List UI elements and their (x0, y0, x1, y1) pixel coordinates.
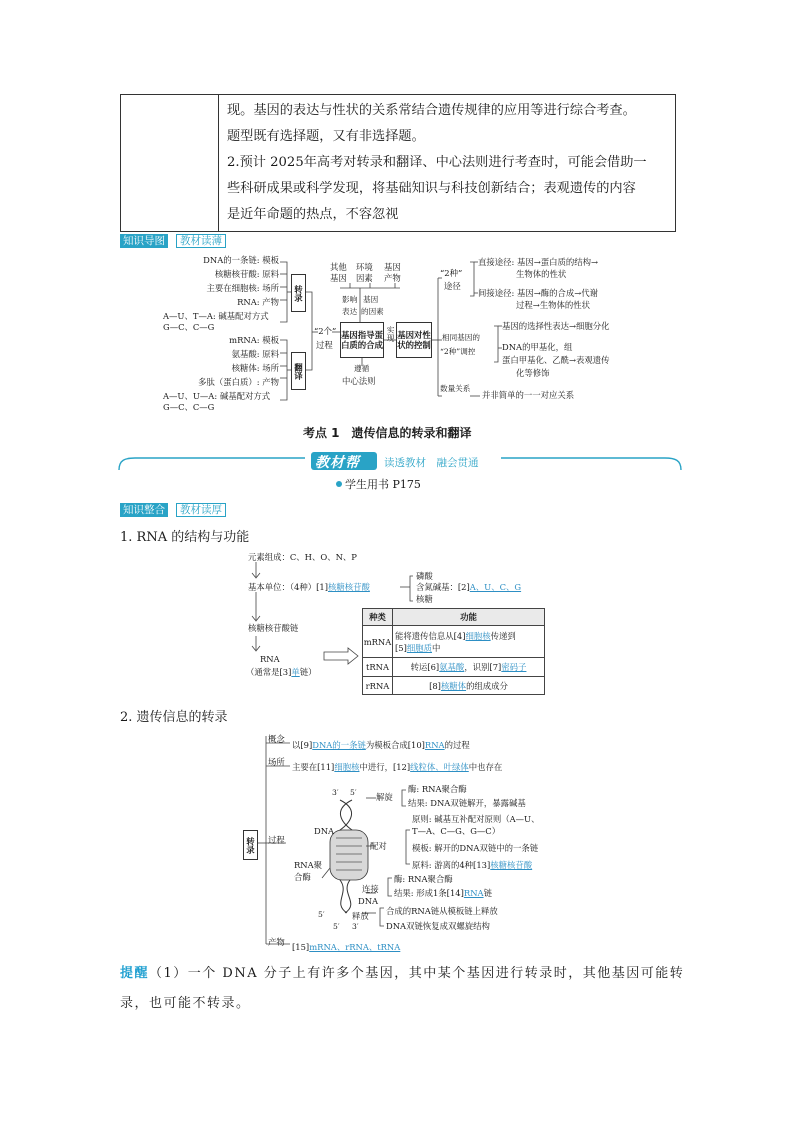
map-left-item: 核糖体: 场所 (231, 363, 279, 373)
rna-polymerase-label: RNA聚 (294, 860, 323, 870)
strand-end-label: 3′ (332, 788, 339, 797)
reminder-label: 提醒 (120, 966, 150, 981)
branch-place: 场所 (268, 757, 285, 767)
map-left-item: RNA: 产物 (237, 297, 279, 307)
textbook-thick-tag: 教材读厚 (176, 503, 226, 517)
table-header-function: 功能 (393, 609, 544, 626)
answer-8[interactable]: 核糖体 (440, 680, 467, 691)
basic-unit-label: 基本单位：（4种）[1]核糖核苷酸 (248, 582, 370, 592)
kaodian-title: 考点 1 遗传信息的转录和翻译 (303, 426, 472, 440)
epigenetics: 化等修饰 (516, 368, 550, 378)
same-gene-label: 相同基因的 (442, 333, 480, 342)
answer-13[interactable]: 核糖核苷酸 (490, 860, 533, 870)
pair-rule: T—A、C—G、G—C） (412, 826, 501, 836)
answer-7[interactable]: 密码子 (501, 662, 527, 672)
regulation-label: “2种”调控 (440, 347, 476, 356)
strand-end-label: 3′ (352, 922, 359, 931)
link-enzyme: 酶: RNA聚合酶 (394, 874, 453, 884)
rna-polymerase-label: 合酶 (294, 872, 311, 882)
knowledge-integration-tag: 知识整合 (120, 503, 168, 517)
reminder-line: 提醒（1）一个 DNA 分子上有许多个基因，其中某个基因进行转录时，其他基因可能转 (120, 966, 685, 981)
map-left-item: 多肽（蛋白质）: 产物 (198, 377, 279, 387)
follow-label: 遵循 (354, 364, 370, 373)
release-label: 释放 (352, 911, 369, 921)
answer-14[interactable]: RNA (463, 888, 484, 898)
branch-process: 过程 (268, 835, 285, 845)
place-text: 主要在[11]细胞核中进行，[12]线粒体、叶绿体中也存在 (292, 762, 503, 772)
knowledge-map-tag: 知识导图 (120, 234, 168, 248)
table-line: 题型既有选择题，又有非选择题。 (227, 129, 425, 144)
rna-label: RNA (260, 654, 280, 664)
quantity-label: 数量关系 (440, 384, 471, 393)
table-line: 现。基因的表达与性状的关系常结合遗传规律的应用等进行综合考查。 (227, 103, 636, 118)
banner-title: 教材帮 (315, 455, 360, 471)
answer-11[interactable]: 细胞核 (334, 762, 360, 772)
map-left-item: 主要在细胞核: 场所 (206, 283, 279, 293)
influence-text: 影响 (342, 295, 358, 304)
book-reference: 学生用书 P175 (345, 478, 421, 491)
transcription-box: 转录 (243, 830, 258, 860)
pair-label: 配对 (370, 841, 387, 851)
table-cell-function: [8] 核糖体 的组成成分 (429, 680, 508, 691)
direct-pathway: 生物体的性状 (516, 269, 567, 279)
phosphate-label: 磷酸 (416, 571, 433, 581)
influence-text: 的因素 (361, 307, 384, 316)
answer-1[interactable]: 核糖核苷酸 (328, 582, 370, 592)
release-step: 合成的RNA链从模板链上释放 (386, 906, 498, 916)
answer-9[interactable]: DNA的一条链 (312, 740, 366, 750)
map-left-item: 核糖核苷酸: 原料 (214, 269, 279, 279)
strand-end-label: 5′ (318, 910, 325, 919)
epigenetics: 蛋白甲基化、乙酰→表观遗传 (502, 355, 610, 365)
answer-5[interactable]: 细胞质 (406, 642, 432, 653)
map-left-item: DNA的一条链: 模板 (203, 255, 279, 265)
textbook-thin-tag: 教材读薄 (176, 234, 226, 248)
direct-pathway: 直接途径: 基因→蛋白质的结构→ (478, 257, 599, 267)
strand-end-label: 5′ (350, 788, 357, 797)
indirect-pathway: 过程→生物体的性状 (516, 300, 591, 310)
map-factor: 其他 (330, 262, 347, 272)
unwind-label: 解旋 (376, 792, 393, 802)
map-factor: 环境 (356, 262, 373, 272)
map-left-item: A—U、U—A: 碱基配对方式 (163, 391, 271, 401)
map-left-item: A—U、T—A: 碱基配对方式 (163, 311, 269, 321)
pair-rule: 原则: 碱基互补配对原则（A—U、 (412, 814, 540, 824)
release-step: DNA双链恢复成双螺旋结构 (386, 921, 490, 931)
answer-4[interactable]: 细胞核 (465, 630, 491, 641)
rna-function-table (362, 608, 545, 695)
influence-text: 表达 (342, 307, 358, 316)
answer-2[interactable]: A、U、C、G (469, 582, 522, 592)
pair-material: 原料: 游离的4种[13]核糖核苷酸 (412, 860, 533, 870)
map-left-item: 氨基酸: 原料 (231, 349, 279, 359)
map-factor: 基因 (330, 273, 347, 283)
map-left-item: mRNA: 模板 (229, 335, 279, 345)
reminder-line: 录，也可能不转录。 (120, 996, 251, 1011)
answer-15[interactable]: mRNA、rRNA、tRNA (309, 942, 401, 952)
unwind-result: 结果: DNA双链解开，暴露碱基 (408, 798, 526, 808)
bullet-icon (336, 481, 342, 487)
gene-expression-box: 基因指导蛋白质的合成 (340, 322, 384, 358)
section-heading-transcription: 2. 遗传信息的转录 (120, 710, 228, 725)
table-cell-function: 转运[6] 氨基酸 ，识别[7] 密码子 (393, 658, 544, 677)
chain-label: 核糖核苷酸链 (248, 623, 299, 633)
selective-expression: 基因的选择性表达→细胞分化 (502, 321, 610, 331)
product-text: [15]mRNA、rRNA、tRNA (292, 942, 401, 952)
answer-12[interactable]: 线粒体、叶绿体 (410, 762, 469, 772)
dna-label: DNA (314, 826, 335, 836)
transcription-box: 转录 (291, 274, 306, 312)
table-cell-kind: tRNA (363, 658, 393, 677)
table-line: 是近年命题的热点，不容忽视 (227, 207, 399, 222)
translation-box: 翻译 (291, 352, 306, 390)
branch-product: 产物 (268, 937, 285, 947)
table-cell-kind: mRNA (363, 626, 393, 658)
table-header-kind: 种类 (363, 609, 393, 626)
table-cell-function: 能将遗传信息从[4]细胞核传递到 [5]细胞质中 (393, 626, 544, 658)
table-line: 些科研成果或科学发现，将基础知识与科技创新结合；表观遗传的内容 (227, 181, 636, 196)
map-factor: 产物 (384, 273, 401, 283)
map-left-item: G—C、C—G (163, 322, 215, 332)
strand-label: （通常是[3]单链） (246, 667, 317, 677)
link-label: 连接 (362, 884, 379, 894)
trait-control-box: 基因对性状的控制 (396, 322, 432, 358)
element-composition: 元素组成：C、H、O、N、P (248, 552, 357, 562)
concept-text: 以[9]DNA的一条链为模板合成[10]RNA的过程 (292, 740, 470, 750)
banner-subtitle: 读透教材 融会贯通 (384, 457, 479, 469)
central-dogma-label: 中心法则 (342, 376, 376, 386)
answer-6[interactable]: 氨基酸 (439, 662, 465, 672)
not-one-to-one: 并非简单的一一对应关系 (482, 390, 575, 400)
table-line: 2.预计 2025年高考对转录和翻译、中心法则进行考查时，可能会借助一 (227, 155, 647, 170)
unwind-enzyme: 酶: RNA聚合酶 (408, 784, 467, 794)
answer-3[interactable]: 单 (291, 667, 300, 677)
map-left-item: G—C、C—G (163, 402, 215, 412)
mindmap-connectors (0, 0, 794, 430)
map-factor: 因素 (356, 273, 373, 283)
base-label: 含氮碱基：[2]A、U、C、G (416, 582, 522, 592)
influence-text: 基因 (363, 295, 379, 304)
link-result: 结果: 形成1条[14]RNA链 (394, 888, 492, 898)
branch-concept: 概念 (268, 734, 285, 744)
epigenetics: DNA的甲基化，组 (502, 342, 573, 352)
answer-10[interactable]: RNA (424, 740, 445, 750)
table-cell-kind: rRNA (363, 677, 393, 694)
map-factor: 基因 (384, 262, 401, 272)
pair-template: 模板: 解开的DNA双链中的一条链 (412, 843, 539, 853)
ribose-label: 核糖 (416, 594, 433, 604)
two-kinds-label: “2种” (440, 268, 463, 278)
realize-label: 实现 (386, 326, 395, 342)
strand-end-label: 5′ (333, 922, 340, 931)
dna-label: DNA (358, 896, 379, 906)
process-label: 过程 (316, 340, 333, 350)
two-processes-label: “2个” (314, 326, 337, 336)
pathway-label: 途径 (444, 281, 461, 291)
section-heading-rna: 1. RNA 的结构与功能 (120, 530, 250, 545)
indirect-pathway: 间接途径: 基因→酶的合成→代谢 (478, 288, 599, 298)
